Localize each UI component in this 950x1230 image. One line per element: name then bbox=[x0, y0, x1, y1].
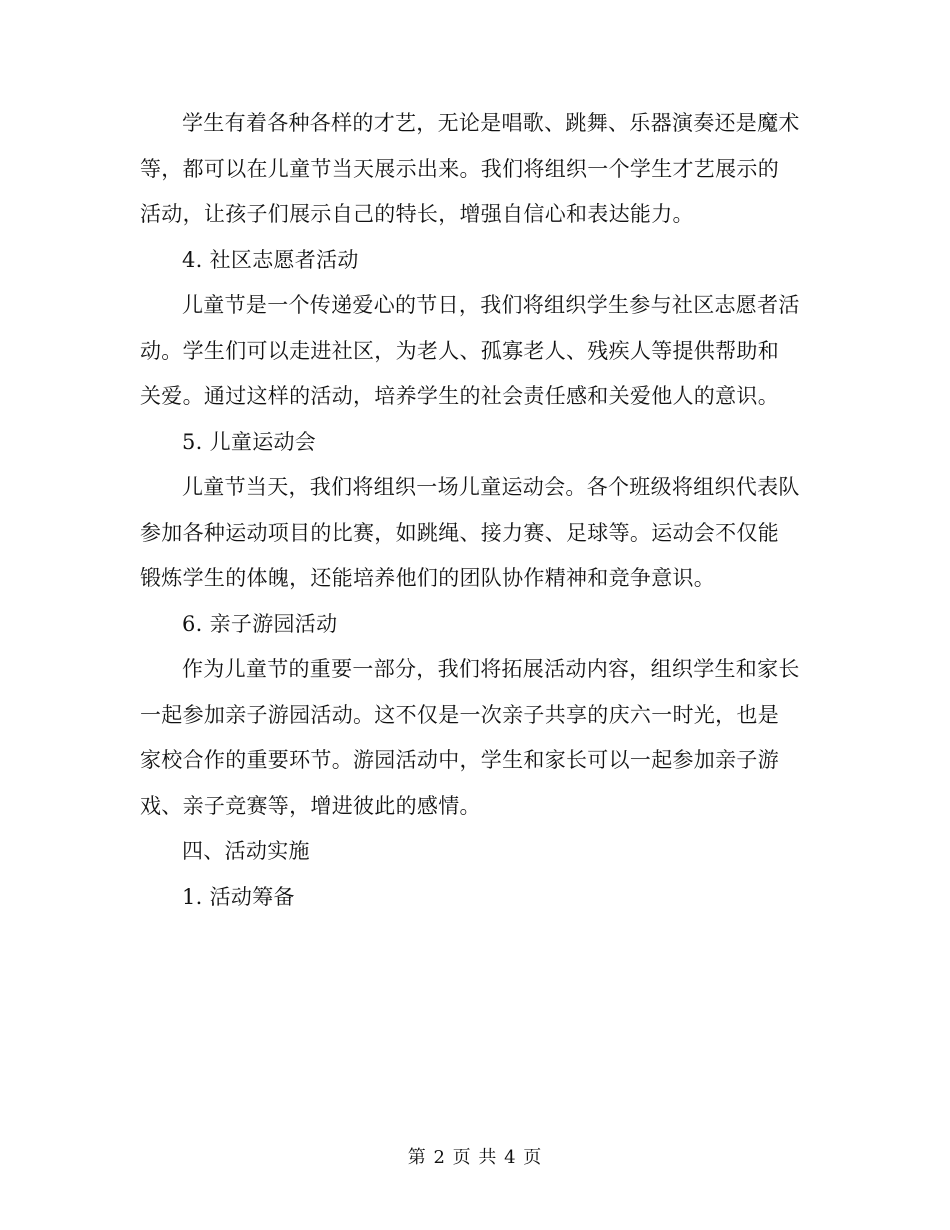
paragraph-community-volunteer: 儿童节是一个传递爱心的节日，我们将组织学生参与社区志愿者活动。学生们可以走进社区，为老人、孤寡老人、残疾人等提供帮助和关爱。通过这样的活动，培养学生的社会责任感和关爱他人的意识。 bbox=[140, 293, 800, 408]
heading-preparation: 1. 活动筹备 bbox=[182, 884, 295, 909]
paragraph-sports-meet: 儿童节当天，我们将组织一场儿童运动会。各个班级将组织代表队参加各种运动项目的比赛，如跳绳、接力赛、足球等。运动会不仅能锻炼学生的体魄，还能培养他们的团队协作精神和竞争意识。 bbox=[140, 475, 800, 590]
heading-community-volunteer: 4. 社区志愿者活动 bbox=[182, 247, 359, 272]
paragraph-parent-child-garden: 作为儿童节的重要一部分，我们将拓展活动内容，组织学生和家长一起参加亲子游园活动。这不仅是一次亲子共享的庆六一时光，也是家校合作的重要环节。游园活动中，学生和家长可以一起参加亲子游戏、亲子竞赛等，增进彼此的感情。 bbox=[140, 657, 800, 818]
document-body bbox=[140, 101, 800, 920]
heading-parent-child-garden: 6. 亲子游园活动 bbox=[182, 611, 338, 636]
heading-sports-meet: 5. 儿童运动会 bbox=[182, 429, 317, 454]
page-number-footer: 第 2 页 共 4 页 bbox=[407, 1147, 543, 1168]
section-heading-implementation: 四、活动实施 bbox=[182, 839, 310, 863]
paragraph-talent-show: 学生有着各种各样的才艺，无论是唱歌、跳舞、乐器演奏还是魔术等，都可以在儿童节当天展示出来。我们将组织一个学生才艺展示的活动，让孩子们展示自己的特长，增强自信心和表达能力。 bbox=[140, 111, 800, 226]
